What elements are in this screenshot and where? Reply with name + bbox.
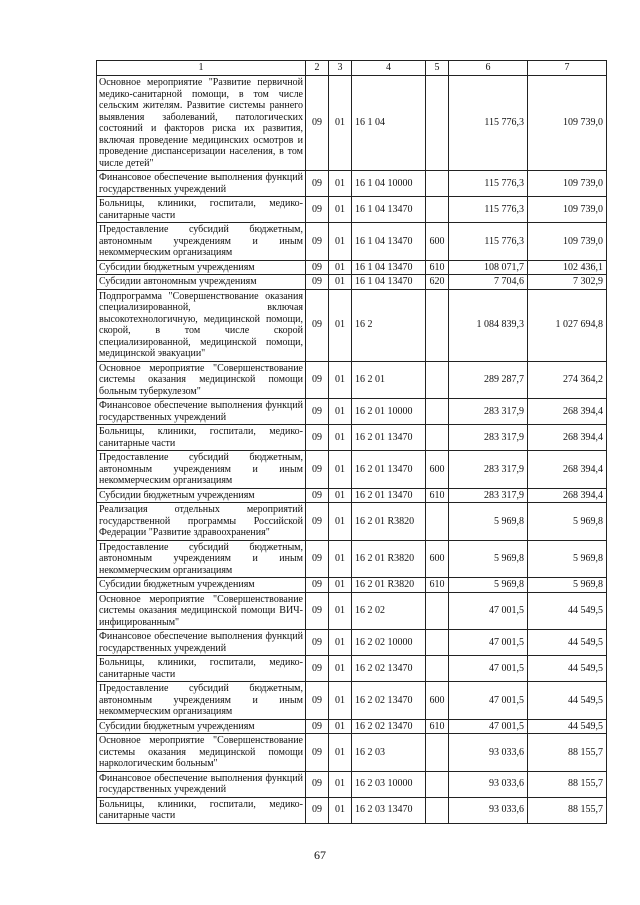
row-name: Предоставление субсидий бюджетным, автономным учреждениям и иным некоммерческим организациям <box>97 223 306 261</box>
amount-year-1: 47 001,5 <box>449 719 528 734</box>
amount-year-1: 283 317,9 <box>449 488 528 503</box>
column-header: 7 <box>528 61 607 76</box>
row-name: Больницы, клиники, госпитали, медико-санитарные части <box>97 425 306 451</box>
expense-type-code <box>426 171 449 197</box>
table-row <box>97 451 607 489</box>
table-row <box>97 719 607 734</box>
row-name: Основное мероприятие "Совершенствование системы оказания медицинской помощи ВИЧ-инфицированным" <box>97 592 306 630</box>
subsection-code: 01 <box>329 592 352 630</box>
amount-year-1: 115 776,3 <box>449 171 528 197</box>
section-code: 09 <box>306 223 329 261</box>
amount-year-2: 109 739,0 <box>528 223 607 261</box>
subsection-code: 01 <box>329 223 352 261</box>
section-code: 09 <box>306 197 329 223</box>
subsection-code: 01 <box>329 630 352 656</box>
target-article-code: 16 2 01 10000 <box>352 399 426 425</box>
row-name: Финансовое обеспечение выполнения функций государственных учреждений <box>97 399 306 425</box>
target-article-code: 16 1 04 10000 <box>352 171 426 197</box>
target-article-code: 16 1 04 13470 <box>352 260 426 275</box>
budget-table <box>96 60 607 824</box>
expense-type-code <box>426 592 449 630</box>
target-article-code: 16 2 01 13470 <box>352 451 426 489</box>
amount-year-2: 109 739,0 <box>528 76 607 171</box>
subsection-code: 01 <box>329 76 352 171</box>
table-row <box>97 399 607 425</box>
expense-type-code: 600 <box>426 682 449 720</box>
amount-year-2: 102 436,1 <box>528 260 607 275</box>
table-row <box>97 540 607 578</box>
expense-type-code <box>426 361 449 399</box>
amount-year-2: 88 155,7 <box>528 771 607 797</box>
target-article-code: 16 2 01 13470 <box>352 425 426 451</box>
subsection-code: 01 <box>329 578 352 593</box>
target-article-code: 16 2 03 10000 <box>352 771 426 797</box>
amount-year-1: 1 084 839,3 <box>449 289 528 361</box>
amount-year-2: 109 739,0 <box>528 197 607 223</box>
section-code: 09 <box>306 451 329 489</box>
column-header: 1 <box>97 61 306 76</box>
expense-type-code <box>426 76 449 171</box>
table-row <box>97 425 607 451</box>
amount-year-1: 283 317,9 <box>449 451 528 489</box>
amount-year-1: 5 969,8 <box>449 540 528 578</box>
expense-type-code: 600 <box>426 223 449 261</box>
amount-year-1: 7 704,6 <box>449 275 528 290</box>
table-row <box>97 197 607 223</box>
section-code: 09 <box>306 76 329 171</box>
amount-year-2: 44 549,5 <box>528 682 607 720</box>
row-name: Основное мероприятие "Совершенствование системы оказания медицинской помощи наркологическим больным" <box>97 734 306 772</box>
target-article-code: 16 2 01 13470 <box>352 488 426 503</box>
row-name: Больницы, клиники, госпитали, медико-санитарные части <box>97 656 306 682</box>
table-row <box>97 656 607 682</box>
amount-year-2: 88 155,7 <box>528 734 607 772</box>
subsection-code: 01 <box>329 275 352 290</box>
expense-type-code <box>426 630 449 656</box>
expense-type-code: 600 <box>426 451 449 489</box>
amount-year-2: 44 549,5 <box>528 719 607 734</box>
target-article-code: 16 2 02 13470 <box>352 656 426 682</box>
subsection-code: 01 <box>329 719 352 734</box>
section-code: 09 <box>306 630 329 656</box>
section-code: 09 <box>306 260 329 275</box>
amount-year-2: 268 394,4 <box>528 399 607 425</box>
amount-year-1: 93 033,6 <box>449 734 528 772</box>
amount-year-1: 289 287,7 <box>449 361 528 399</box>
expense-type-code <box>426 399 449 425</box>
row-name: Реализация отдельных мероприятий государственной программы Российской Федерации "Развитие здравоохранения" <box>97 503 306 541</box>
table-row <box>97 771 607 797</box>
amount-year-2: 5 969,8 <box>528 503 607 541</box>
row-name: Субсидии бюджетным учреждениям <box>97 488 306 503</box>
amount-year-2: 7 302,9 <box>528 275 607 290</box>
section-code: 09 <box>306 275 329 290</box>
section-code: 09 <box>306 289 329 361</box>
amount-year-1: 47 001,5 <box>449 630 528 656</box>
section-code: 09 <box>306 425 329 451</box>
target-article-code: 16 2 02 10000 <box>352 630 426 656</box>
expense-type-code <box>426 771 449 797</box>
table-row <box>97 289 607 361</box>
row-name: Субсидии бюджетным учреждениям <box>97 578 306 593</box>
subsection-code: 01 <box>329 488 352 503</box>
row-name: Финансовое обеспечение выполнения функций государственных учреждений <box>97 771 306 797</box>
subsection-code: 01 <box>329 361 352 399</box>
target-article-code: 16 2 <box>352 289 426 361</box>
target-article-code: 16 2 01 R3820 <box>352 578 426 593</box>
page-number: 67 <box>314 848 326 862</box>
expense-type-code: 610 <box>426 578 449 593</box>
table-row <box>97 223 607 261</box>
subsection-code: 01 <box>329 451 352 489</box>
section-code: 09 <box>306 734 329 772</box>
row-name: Субсидии бюджетным учреждениям <box>97 719 306 734</box>
expense-type-code <box>426 197 449 223</box>
amount-year-1: 93 033,6 <box>449 797 528 823</box>
target-article-code: 16 2 02 13470 <box>352 719 426 734</box>
row-name: Больницы, клиники, госпитали, медико-санитарные части <box>97 197 306 223</box>
table-row <box>97 734 607 772</box>
table-row <box>97 630 607 656</box>
table-row <box>97 578 607 593</box>
table-row <box>97 503 607 541</box>
subsection-code: 01 <box>329 171 352 197</box>
row-name: Субсидии бюджетным учреждениям <box>97 260 306 275</box>
amount-year-1: 47 001,5 <box>449 592 528 630</box>
subsection-code: 01 <box>329 797 352 823</box>
amount-year-2: 5 969,8 <box>528 540 607 578</box>
section-code: 09 <box>306 503 329 541</box>
expense-type-code <box>426 656 449 682</box>
subsection-code: 01 <box>329 682 352 720</box>
subsection-code: 01 <box>329 734 352 772</box>
column-header: 4 <box>352 61 426 76</box>
amount-year-1: 5 969,8 <box>449 578 528 593</box>
table-row <box>97 592 607 630</box>
amount-year-1: 283 317,9 <box>449 425 528 451</box>
row-name: Подпрограмма "Совершенствование оказания специализированной, включая высокотехнологичную, медицинской помощи, скорой, в том числе скорой специализированной, медицинской помощи, медицинской эвакуации" <box>97 289 306 361</box>
row-name: Финансовое обеспечение выполнения функций государственных учреждений <box>97 630 306 656</box>
section-code: 09 <box>306 399 329 425</box>
subsection-code: 01 <box>329 540 352 578</box>
section-code: 09 <box>306 540 329 578</box>
amount-year-2: 268 394,4 <box>528 425 607 451</box>
table-row <box>97 76 607 171</box>
table-row <box>97 797 607 823</box>
section-code: 09 <box>306 361 329 399</box>
subsection-code: 01 <box>329 656 352 682</box>
subsection-code: 01 <box>329 289 352 361</box>
amount-year-1: 5 969,8 <box>449 503 528 541</box>
row-name: Основное мероприятие "Совершенствование системы оказания медицинской помощи больным туберкулезом" <box>97 361 306 399</box>
amount-year-2: 44 549,5 <box>528 630 607 656</box>
section-code: 09 <box>306 771 329 797</box>
expense-type-code <box>426 734 449 772</box>
subsection-code: 01 <box>329 771 352 797</box>
expense-type-code <box>426 797 449 823</box>
row-name: Предоставление субсидий бюджетным, автономным учреждениям и иным некоммерческим организациям <box>97 540 306 578</box>
subsection-code: 01 <box>329 399 352 425</box>
column-header: 6 <box>449 61 528 76</box>
target-article-code: 16 2 03 13470 <box>352 797 426 823</box>
row-name: Больницы, клиники, госпитали, медико-санитарные части <box>97 797 306 823</box>
table-row <box>97 488 607 503</box>
section-code: 09 <box>306 719 329 734</box>
target-article-code: 16 2 02 <box>352 592 426 630</box>
subsection-code: 01 <box>329 425 352 451</box>
target-article-code: 16 2 01 R3820 <box>352 540 426 578</box>
table-header-row <box>97 61 607 76</box>
amount-year-2: 5 969,8 <box>528 578 607 593</box>
row-name: Предоставление субсидий бюджетным, автономным учреждениям и иным некоммерческим организациям <box>97 682 306 720</box>
target-article-code: 16 2 03 <box>352 734 426 772</box>
row-name: Предоставление субсидий бюджетным, автономным учреждениям и иным некоммерческим организациям <box>97 451 306 489</box>
amount-year-1: 47 001,5 <box>449 682 528 720</box>
amount-year-2: 268 394,4 <box>528 451 607 489</box>
target-article-code: 16 1 04 13470 <box>352 197 426 223</box>
subsection-code: 01 <box>329 197 352 223</box>
section-code: 09 <box>306 592 329 630</box>
amount-year-2: 109 739,0 <box>528 171 607 197</box>
amount-year-2: 1 027 694,8 <box>528 289 607 361</box>
budget-page <box>96 60 606 824</box>
table-row <box>97 361 607 399</box>
expense-type-code: 610 <box>426 488 449 503</box>
amount-year-2: 88 155,7 <box>528 797 607 823</box>
row-name: Основное мероприятие "Развитие первичной медико-санитарной помощи, в том числе сельским жителям. Развитие системы раннего выявления заболеваний, патологических состояний и факторов риска их развития, включая проведение медицинских осмотров и проведение диспансеризации населения, в том числе детей" <box>97 76 306 171</box>
amount-year-2: 44 549,5 <box>528 592 607 630</box>
row-name: Финансовое обеспечение выполнения функций государственных учреждений <box>97 171 306 197</box>
row-name: Субсидии автономным учреждениям <box>97 275 306 290</box>
section-code: 09 <box>306 488 329 503</box>
amount-year-1: 115 776,3 <box>449 76 528 171</box>
column-header: 2 <box>306 61 329 76</box>
target-article-code: 16 1 04 13470 <box>352 223 426 261</box>
section-code: 09 <box>306 797 329 823</box>
subsection-code: 01 <box>329 503 352 541</box>
table-row <box>97 171 607 197</box>
amount-year-2: 268 394,4 <box>528 488 607 503</box>
target-article-code: 16 2 01 <box>352 361 426 399</box>
expense-type-code <box>426 289 449 361</box>
target-article-code: 16 1 04 13470 <box>352 275 426 290</box>
target-article-code: 16 1 04 <box>352 76 426 171</box>
amount-year-2: 274 364,2 <box>528 361 607 399</box>
amount-year-1: 93 033,6 <box>449 771 528 797</box>
expense-type-code <box>426 503 449 541</box>
target-article-code: 16 2 01 R3820 <box>352 503 426 541</box>
subsection-code: 01 <box>329 260 352 275</box>
table-row <box>97 682 607 720</box>
expense-type-code: 600 <box>426 540 449 578</box>
amount-year-1: 108 071,7 <box>449 260 528 275</box>
amount-year-2: 44 549,5 <box>528 656 607 682</box>
expense-type-code: 620 <box>426 275 449 290</box>
amount-year-1: 115 776,3 <box>449 197 528 223</box>
section-code: 09 <box>306 578 329 593</box>
expense-type-code <box>426 425 449 451</box>
table-row <box>97 260 607 275</box>
section-code: 09 <box>306 682 329 720</box>
column-header: 3 <box>329 61 352 76</box>
section-code: 09 <box>306 656 329 682</box>
target-article-code: 16 2 02 13470 <box>352 682 426 720</box>
amount-year-1: 47 001,5 <box>449 656 528 682</box>
expense-type-code: 610 <box>426 260 449 275</box>
amount-year-1: 115 776,3 <box>449 223 528 261</box>
expense-type-code: 610 <box>426 719 449 734</box>
table-row <box>97 275 607 290</box>
amount-year-1: 283 317,9 <box>449 399 528 425</box>
column-header: 5 <box>426 61 449 76</box>
section-code: 09 <box>306 171 329 197</box>
